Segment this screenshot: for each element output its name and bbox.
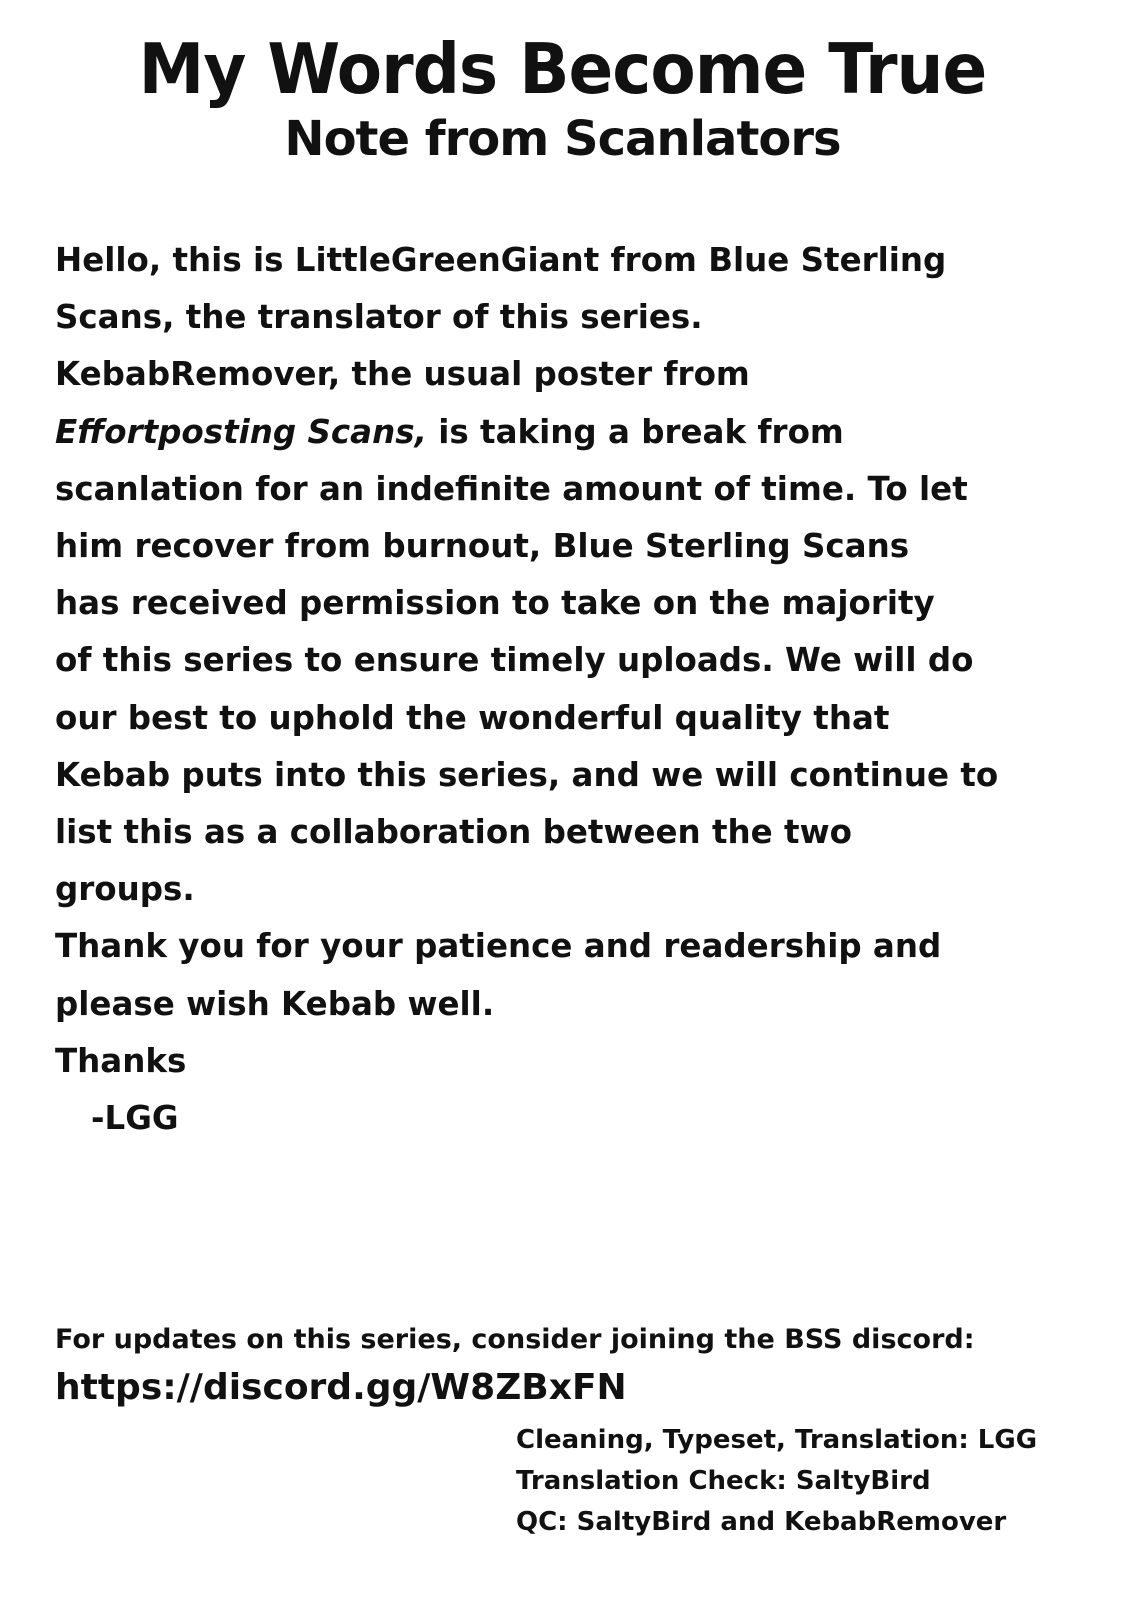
page-subtitle: Note from Scanlators [284, 111, 841, 167]
note-line-rest: is taking a break from [426, 412, 844, 451]
note-line: of this series to ensure timely uploads. We will do [55, 641, 974, 680]
credit-line: Cleaning, Typeset, Translation: LGG [516, 1425, 1038, 1455]
note-line: him recover from burnout, Blue Sterling Scans [55, 527, 910, 566]
note-line: has received permission to take on the majority [55, 584, 935, 623]
discord-link[interactable]: https://discord.gg/W8ZBxFN [55, 1367, 627, 1408]
note-signature: -LGG [91, 1099, 179, 1138]
note-line: list this as a collaboration between the two [55, 813, 852, 852]
group-name-italic: Effortposting Scans, [55, 412, 427, 451]
note-line: Kebab puts into this series, and we will continue to [55, 755, 999, 794]
note-line [55, 404, 1075, 461]
note-line: Thank you for your patience and readership and [55, 927, 942, 966]
note-line: Scans, the translator of this series. [55, 298, 703, 337]
page-title: My Words Become True [138, 29, 987, 110]
note-line: scanlation for an indefinite amount of time. To let [55, 469, 968, 508]
note-line: groups. [55, 870, 195, 909]
note-closing: Thanks [55, 1041, 187, 1080]
updates-note: For updates on this series, consider joining the BSS discord: [55, 1324, 975, 1355]
scanlator-note [55, 232, 1075, 1147]
note-line: please wish Kebab well. [55, 984, 495, 1023]
credit-line: Translation Check: SaltyBird [516, 1466, 931, 1496]
note-line: KebabRemover, the usual poster from [55, 355, 750, 394]
credits-section [516, 1420, 1116, 1543]
note-line: Hello, this is LittleGreenGiant from Blue Sterling [55, 241, 947, 279]
credit-line: QC: SaltyBird and KebabRemover [516, 1507, 1007, 1537]
updates-section [55, 1318, 1095, 1414]
note-line: our best to uphold the wonderful quality that [55, 698, 890, 737]
page-header [0, 30, 1125, 168]
